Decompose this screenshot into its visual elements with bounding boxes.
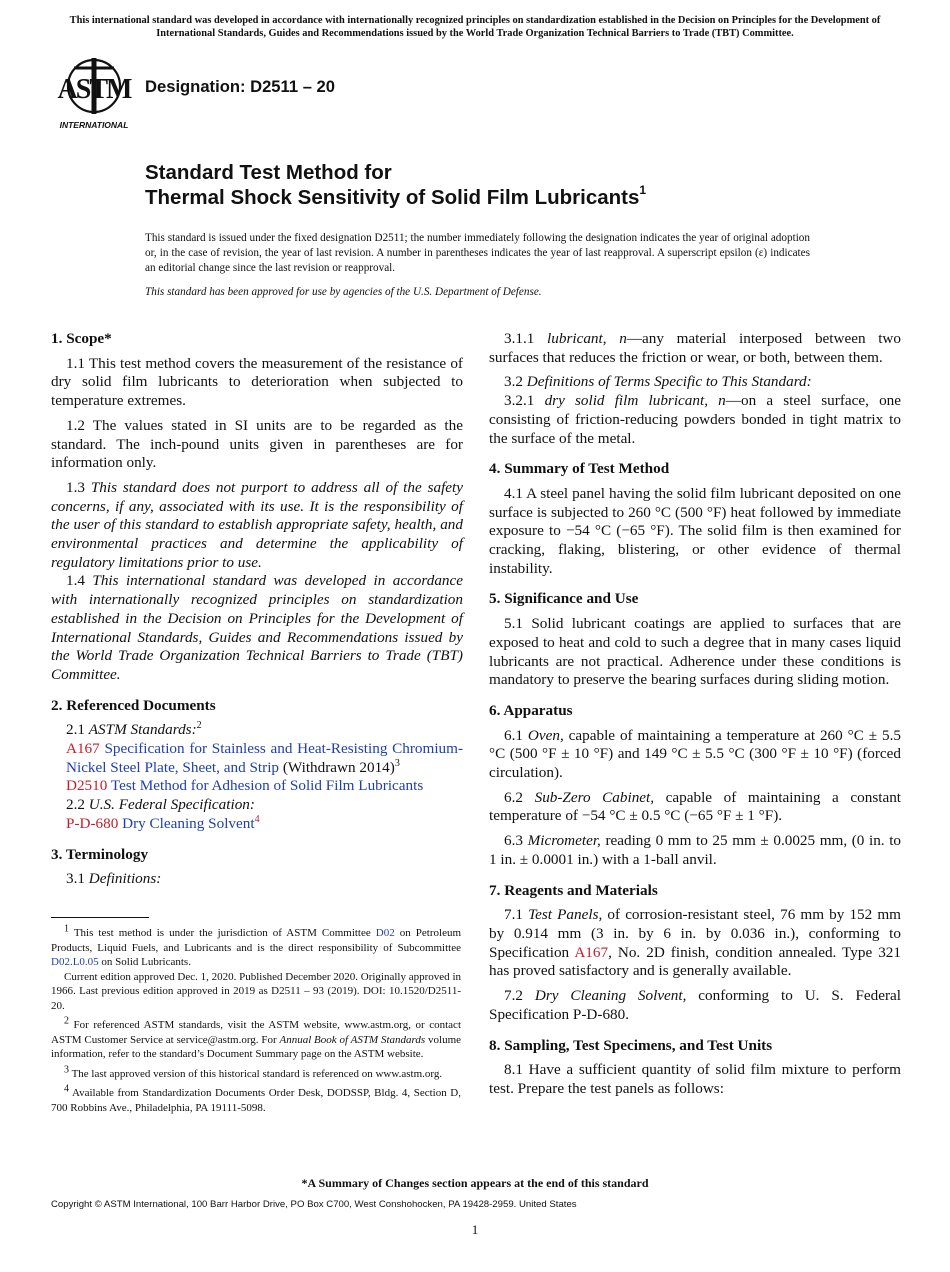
title-line-2: Thermal Shock Sensitivity of Solid Film Lubricants$^1$ [145,183,647,209]
para-2-2: 2.2 U.S. Federal Specification: [66,796,255,814]
footnote-2: $^2$ For referenced ASTM standards, visit the ASTM website, www.astm.org, or contact ASTM Customer Service at service@astm.org. For Annual Book of ASTM Standards volume information, refer to the standard’s Document Summary page on the ASTM website. [51,1015,462,1060]
link-a167-inline[interactable]: A167 [574,943,609,961]
footnote-1-edition: Current edition approved Dec. 1, 2020. Published December 2020. Originally approved in 1966. Last previous edition approved in 2019 as D2511 – 93 (2019). DOI: 10.1520/D2511-20. [51,970,461,1012]
link-d2510-code[interactable]: D2510 [66,777,108,795]
para-1-2: 1.2 The values stated in SI units are to be regarded as the standard. The inch-pound units given in parentheses are for information only. [51,416,463,472]
para-1-3: 1.3 This standard does not purport to address all of the safety concerns, if any, associated with its use. It is the responsibility of the user of this standard to establish appropriate safety, health, and environmental practices and determine the applicability of regulatory limitations prior to use. [51,478,463,571]
link-a167-code[interactable]: A167 [66,740,100,758]
footnote-4: $^4$ Available from Standardization Documents Order Desk, DODSSP, Bldg. 4, Section D, 700 Robbins Ave., Philadelphia, PA 19111-5098. [51,1083,461,1114]
title-footnote-mark: 1 [639,183,647,198]
astm-logo [52,56,136,132]
section-8-heading: 8. Sampling, Test Specimens, and Test Units [489,1036,773,1054]
logo-letters: ASTM [57,74,131,105]
left-column [51,330,463,889]
link-d2510-title[interactable]: Test Method for Adhesion of Solid Film Lubricants [110,777,424,795]
section-2-heading: 2. Referenced Documents [51,696,216,714]
ref-a167: A167 Specification for Stainless and Heat-Resisting Chromium-Nickel Steel Plate, Sheet, and Strip (Withdrawn 2014)$^3$ [66,740,464,776]
summary-of-changes-note: *A Summary of Changes section appears at the end of this standard [301,1176,649,1190]
footnotes [51,923,462,1120]
para-3-1-1: 3.1.1 lubricant, n—any material interposed between two surfaces that reduces the friction or wear, or both, between them. [489,330,901,366]
para-1-4: 1.4 This international standard was developed in accordance with internationally recognized principles on standardization established in the Decision on Principles for the Development of International Standards, Guides and Recommendations issued by the World Trade Organization Technical Barriers to Trade (TBT) Committee. [51,572,463,683]
footnote-3: $^3$ The last approved version of this historical standard is referenced on www.astm.org. [64,1063,443,1080]
para-6-2: 6.2 Sub-Zero Cabinet, capable of maintaining a constant temperature of −54 °C ± 0.5 °C (−65 °F ± 1 °F). [489,788,902,825]
para-1-1: 1.1 This test method covers the measurement of the resistance of dry solid film lubricants to deterioration when subjected to temperature extremes. [51,354,463,410]
logo-word: INTERNATIONAL [59,120,129,130]
para-2-1: 2.1 ASTM Standards:$^2$ [66,720,202,739]
para-3-2-1: 3.2.1 dry solid film lubricant, n—on a steel surface, one consisting of friction-reducing powders bonded in tight matrix to the surface of the metal. [489,392,902,447]
document-title [145,160,646,210]
copyright-line: Copyright © ASTM International, 100 Barr Harbor Drive, PO Box C700, West Conshohocken, PA 19428-2959. United States [51,1199,577,1210]
link-d02-l0-05[interactable]: D02.L0.05 [51,956,99,968]
dod-approval-note: This standard has been approved for use by agencies of the U.S. Department of Defense. [145,286,542,298]
para-6-3: 6.3 Micrometer, reading 0 mm to 25 mm ± 0.0025 mm, (0 in. to 1 in. ± 0.0001 in.) with a 1-ball anvil. [489,832,902,868]
footnote-rule [51,917,149,918]
section-7-heading: 7. Reagents and Materials [489,881,658,899]
section-3-heading: 3. Terminology [51,845,149,863]
ref-pd680: P-D-680 Dry Cleaning Solvent$^4$ [66,813,260,832]
link-d02[interactable]: D02 [375,927,395,939]
para-7-2: 7.2 Dry Cleaning Solvent, conforming to U. S. Federal Specification P-D-680. [489,987,901,1023]
link-pd680-title[interactable]: Dry Cleaning Solvent [122,814,255,832]
para-6-1: 6.1 Oven, capable of maintaining a temperature at 260 °C ± 5.5 °C (500 °F ± 10 °F) and 149 °C ± 5.5 °C (300 °F ± 10 °F) (forced circulation). [489,726,902,782]
section-4-heading: 4. Summary of Test Method [489,460,670,478]
tbt-notice: This international standard was developed in accordance with internationally recognized principles on standardization established in the Decision on Principles for the Development of International Standards, Guides and Recommendations issued by the World Trade Organization Technical Barriers to Trade (TBT) Committee. [69,15,881,39]
issue-note: This standard is issued under the fixed designation D2511; the number immediately following the designation indicates the year of original adoption or, in the case of revision, the year of last revision. A number in parentheses indicates the year of last reapproval. A superscript epsilon (ε) indicates an editorial change since the last revision or reapproval. [145,232,810,275]
para-3-2: 3.2 Definitions of Terms Specific to This Standard: [504,373,812,391]
para-8-1: 8.1 Have a sufficient quantity of solid film mixture to perform test. Prepare the test panels as follows: [489,1061,901,1097]
link-pd680-code[interactable]: P-D-680 [66,814,119,832]
section-5-heading: 5. Significance and Use [489,590,639,608]
para-5-1: 5.1 Solid lubricant coatings are applied to surfaces that are exposed to heat and cold to such a degree that in many cases liquid lubricants are not practical. Adherence under these conditions is mandatory to preserve the bearing surfaces during sliding motion. [489,615,901,689]
right-column [489,330,901,1105]
para-4-1: 4.1 A steel panel having the solid film lubricant deposited on one surface is subjected to 260 °C (500 °F) heat followed by immediate exposure to −54 °C (−65 °F). The solid film is then examined for cracking, flaking, blistering, or other evidence of thermal instability. [489,484,901,577]
ref-d2510 [51,777,463,796]
designation: Designation: D2511 – 20 [145,77,335,96]
para-7-1: 7.1 Test Panels, of corrosion-resistant steel, 76 mm by 152 mm by 0.914 mm (3 in. by 6 in. by 0.036 in.), conforming to Specification A167, No. 2D finish, condition annealed. Type 321 has proved satisfactory and is generally available. [489,906,901,980]
section-1-heading: 1. Scope* [51,330,112,347]
page-number: 1 [471,1222,479,1237]
title-line-1: Standard Test Method for [145,161,392,184]
link-a167-title[interactable]: Specification for Stainless and Heat-Resisting Chromium-Nickel Steel Plate, Sheet, and Strip [66,740,464,776]
section-6-heading: 6. Apparatus [489,701,573,719]
para-3-1: 3.1 Definitions: [66,870,162,888]
footnote-1: $^1$ This test method is under the jurisdiction of ASTM Committee D02 on Petroleum Products, Liquid Fuels, and Lubricants and is the direct responsibility of Subcommittee D02.L0.05 on Solid Lubricants. [51,923,462,968]
